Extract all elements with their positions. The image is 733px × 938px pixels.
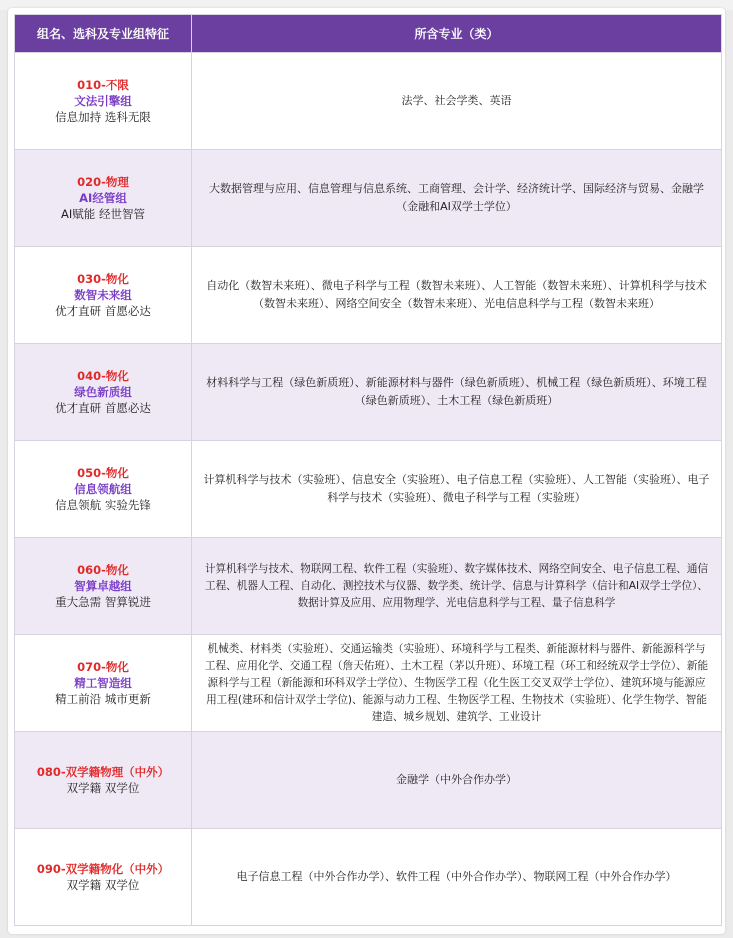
majors-cell bbox=[192, 635, 722, 732]
group-cell bbox=[15, 247, 192, 344]
group-tag: 双学籍 双学位 bbox=[66, 878, 140, 892]
table-row bbox=[15, 441, 722, 538]
group-cell bbox=[15, 538, 192, 635]
majors-cell bbox=[192, 829, 722, 926]
majors-text: 电子信息工程（中外合作办学）、软件工程（中外合作办学）、物联网工程（中外合作办学） bbox=[236, 870, 677, 883]
group-cell bbox=[15, 635, 192, 732]
table-row bbox=[15, 247, 722, 344]
table-row bbox=[15, 344, 722, 441]
group-cell bbox=[15, 344, 192, 441]
group-tag: 精工前沿 城市更新 bbox=[55, 692, 151, 706]
group-tag: 优才直研 首愿必达 bbox=[55, 401, 151, 415]
group-name: 信息领航组 bbox=[74, 482, 132, 496]
majors-text: 计算机科学与技术、物联网工程、软件工程（实验班）、数字媒体技术、网络空间安全、电子信息工程、通信工程、机器人工程、自动化、测控技术与仪器、数学类、统计学、信息与计算科学（信计和AI双学士学位）、数据计算及应用、应用物理学、光电信息科学与工程、量子信息科学 bbox=[204, 562, 709, 609]
group-code: 020-物理 bbox=[77, 175, 129, 189]
group-tag: 重大急需 智算锐进 bbox=[55, 595, 151, 609]
majors-cell bbox=[192, 247, 722, 344]
majors-cell bbox=[192, 53, 722, 150]
group-code: 070-物化 bbox=[77, 660, 129, 674]
group-tag: 优才直研 首愿必达 bbox=[55, 304, 151, 318]
group-code: 040-物化 bbox=[77, 369, 129, 383]
group-name: 绿色新质组 bbox=[74, 385, 132, 399]
table-row bbox=[15, 829, 722, 926]
majors-cell bbox=[192, 441, 722, 538]
table-header-row bbox=[15, 15, 722, 53]
table-row bbox=[15, 732, 722, 829]
group-tag: AI赋能 经世智管 bbox=[61, 207, 145, 221]
header-group-col: 组名、选科及专业组特征 bbox=[15, 15, 192, 53]
majors-text: 金融学（中外合作办学） bbox=[396, 773, 517, 786]
header-majors-col: 所含专业（类） bbox=[192, 15, 722, 53]
group-code: 010-不限 bbox=[77, 78, 129, 92]
group-cell bbox=[15, 53, 192, 150]
table-row bbox=[15, 538, 722, 635]
table-row bbox=[15, 635, 722, 732]
group-tag: 双学籍 双学位 bbox=[66, 781, 140, 795]
majors-cell bbox=[192, 150, 722, 247]
group-tag: 信息加持 选科无限 bbox=[55, 110, 151, 124]
group-code: 050-物化 bbox=[77, 466, 129, 480]
group-name: 文法引擎组 bbox=[74, 94, 132, 108]
group-cell bbox=[15, 829, 192, 926]
group-tag: 信息领航 实验先锋 bbox=[55, 498, 151, 512]
group-code: 090-双学籍物化（中外） bbox=[36, 862, 170, 876]
majors-text: 大数据管理与应用、信息管理与信息系统、工商管理、会计学、经济统计学、国际经济与贸易、金融学（金融和AI双学士学位） bbox=[209, 182, 704, 213]
group-cell bbox=[15, 732, 192, 829]
majors-cell bbox=[192, 732, 722, 829]
group-code: 060-物化 bbox=[77, 563, 129, 577]
majors-text: 法学、社会学类、英语 bbox=[401, 94, 512, 107]
majors-cell bbox=[192, 344, 722, 441]
majors-table bbox=[14, 14, 722, 926]
group-code: 080-双学籍物理（中外） bbox=[36, 765, 170, 779]
group-cell bbox=[15, 150, 192, 247]
group-name: 数智未来组 bbox=[74, 288, 132, 302]
majors-cell bbox=[192, 538, 722, 635]
group-name: 精工智造组 bbox=[74, 676, 132, 690]
table-row bbox=[15, 53, 722, 150]
group-code: 030-物化 bbox=[77, 272, 129, 286]
majors-text: 材料科学与工程（绿色新质班）、新能源材料与器件（绿色新质班）、机械工程（绿色新质班）、环境工程（绿色新质班）、土木工程（绿色新质班） bbox=[206, 376, 707, 407]
group-name: 智算卓越组 bbox=[74, 579, 132, 593]
majors-text: 机械类、材料类（实验班）、交通运输类（实验班）、环境科学与工程类、新能源材料与器件、新能源科学与工程、应用化学、交通工程（詹天佑班）、土木工程（茅以升班）、环境工程（环工和经统双学士学位）、新能源科学与工程（新能源和环科双学士学位）、生物医学工程（化生医工交叉双学士学位）、建筑环境与能源应用工程(建环和信计双学士学位)、能源与动力工程、生物医学工程、生物技术（实验班）、化学生物学、智能建造、城乡规划、建筑学、工业设计 bbox=[204, 642, 709, 723]
table-row bbox=[15, 150, 722, 247]
majors-text: 计算机科学与技术（实验班）、信息安全（实验班）、电子信息工程（实验班）、人工智能（实验班）、电子科学与技术（实验班）、微电子科学与工程（实验班） bbox=[203, 473, 710, 504]
group-name: AI经管组 bbox=[79, 191, 127, 205]
majors-text: 自动化（数智未来班）、微电子科学与工程（数智未来班）、人工智能（数智未来班）、计算机科学与技术（数智未来班）、网络空间安全（数智未来班）、光电信息科学与工程（数智未来班） bbox=[206, 279, 707, 310]
group-cell bbox=[15, 441, 192, 538]
